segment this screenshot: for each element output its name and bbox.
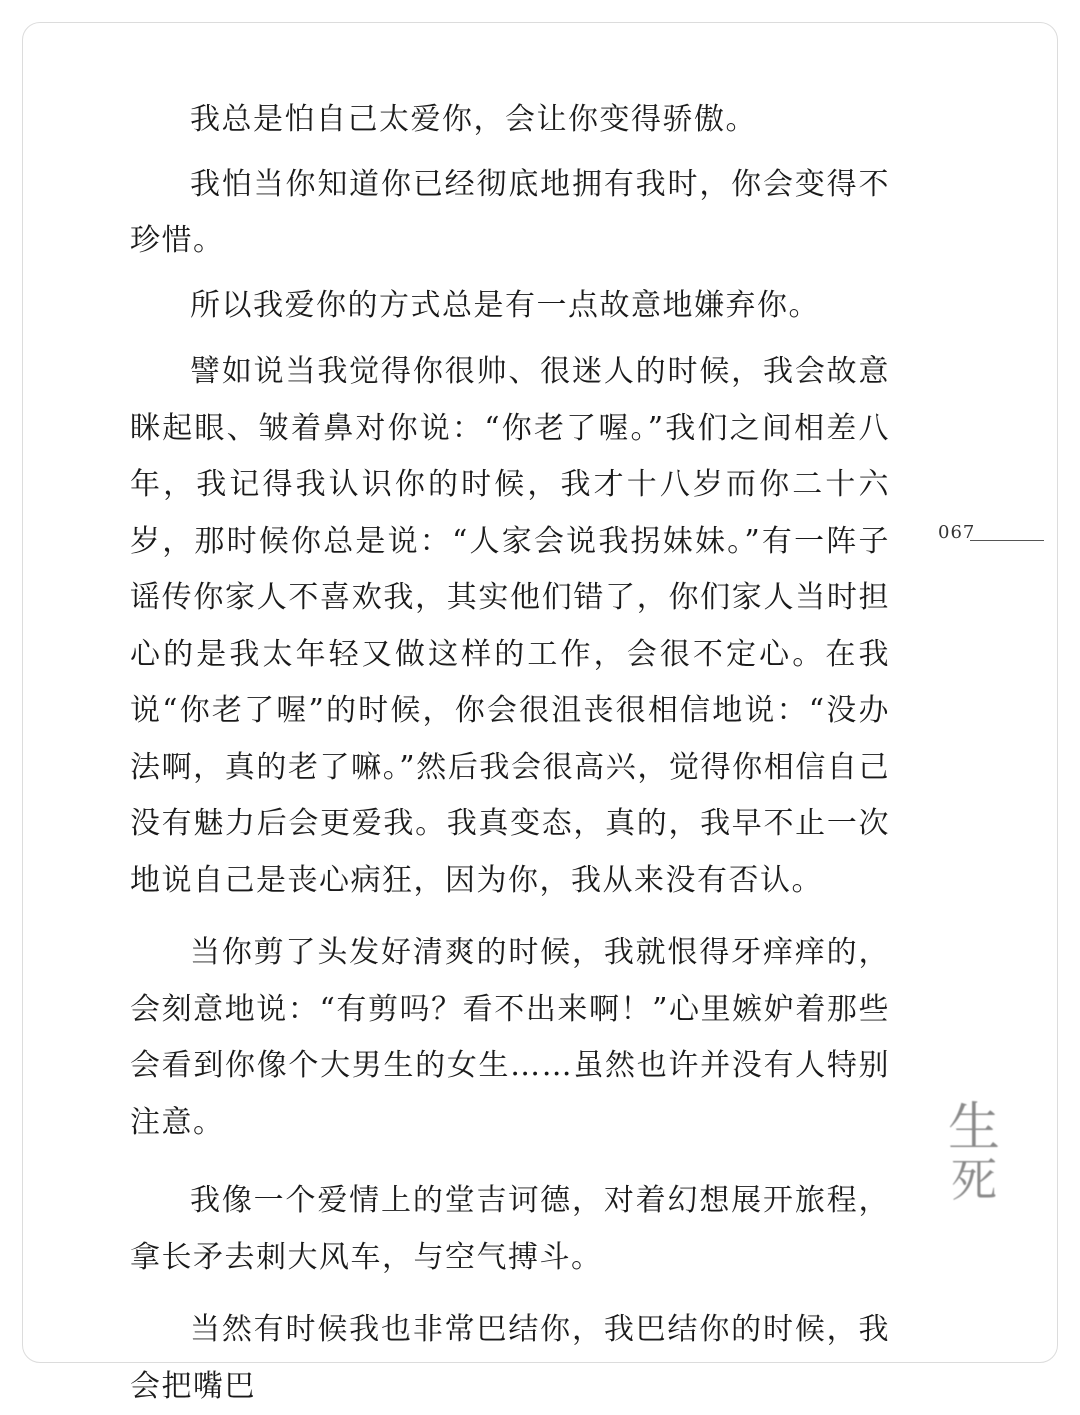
page-number: 067: [938, 522, 976, 543]
paragraph-3: 所以我爱你的方式总是有一点故意地嫌弃你。: [190, 287, 820, 323]
paragraph-7: 当然有时候我也非常巴结你，我巴结你的时候，我会把嘴巴: [130, 1312, 890, 1404]
paragraph-2: 我怕当你知道你已经彻底地拥有我时，你会变得不珍惜。: [130, 166, 890, 258]
section-mark-char: 生: [947, 1098, 1000, 1158]
paragraph-5: 当你剪了头发好清爽的时候，我就恨得牙痒痒的，会刻意地说：“有剪吗？看不出来啊！”心里嫉妒着那些会看到你像个大男生的女生……虽然也许并没有人特别注意。: [130, 935, 890, 1140]
paragraph-6: 我像一个爱情上的堂吉诃德，对着幻想展开旅程，拿长矛去刺大风车，与空气搏斗。: [130, 1183, 890, 1275]
paragraph-4: 譬如说当我觉得你很帅、很迷人的时候，我会故意眯起眼、皱着鼻对你说：“你老了喔。”我们之间相差八年，我记得我认识你的时候，我才十八岁而你二十六岁，那时候你总是说：“人家会说我拐妹妹。”有一阵子谣传你家人不喜欢我，其实他们错了，你们家人当时担心的是我太年轻又做这样的工作，会很不定心。在我说“你老了喔”的时候，你会很沮丧很相信地说：“没办法啊，真的老了嘛。”然后我会很高兴，觉得你相信自己没有魅力后会更爱我。我真变态，真的，我早不止一次地说自己是丧心病狂，因为你，我从来没有否认。: [130, 354, 890, 898]
section-mark-char: 死: [951, 1153, 997, 1207]
body-text: [130, 92, 890, 1415]
section-mark: [944, 1100, 1004, 1208]
page-number-rule: [970, 540, 1044, 541]
paragraph-1: 我总是怕自己太爱你，会让你变得骄傲。: [190, 102, 757, 137]
